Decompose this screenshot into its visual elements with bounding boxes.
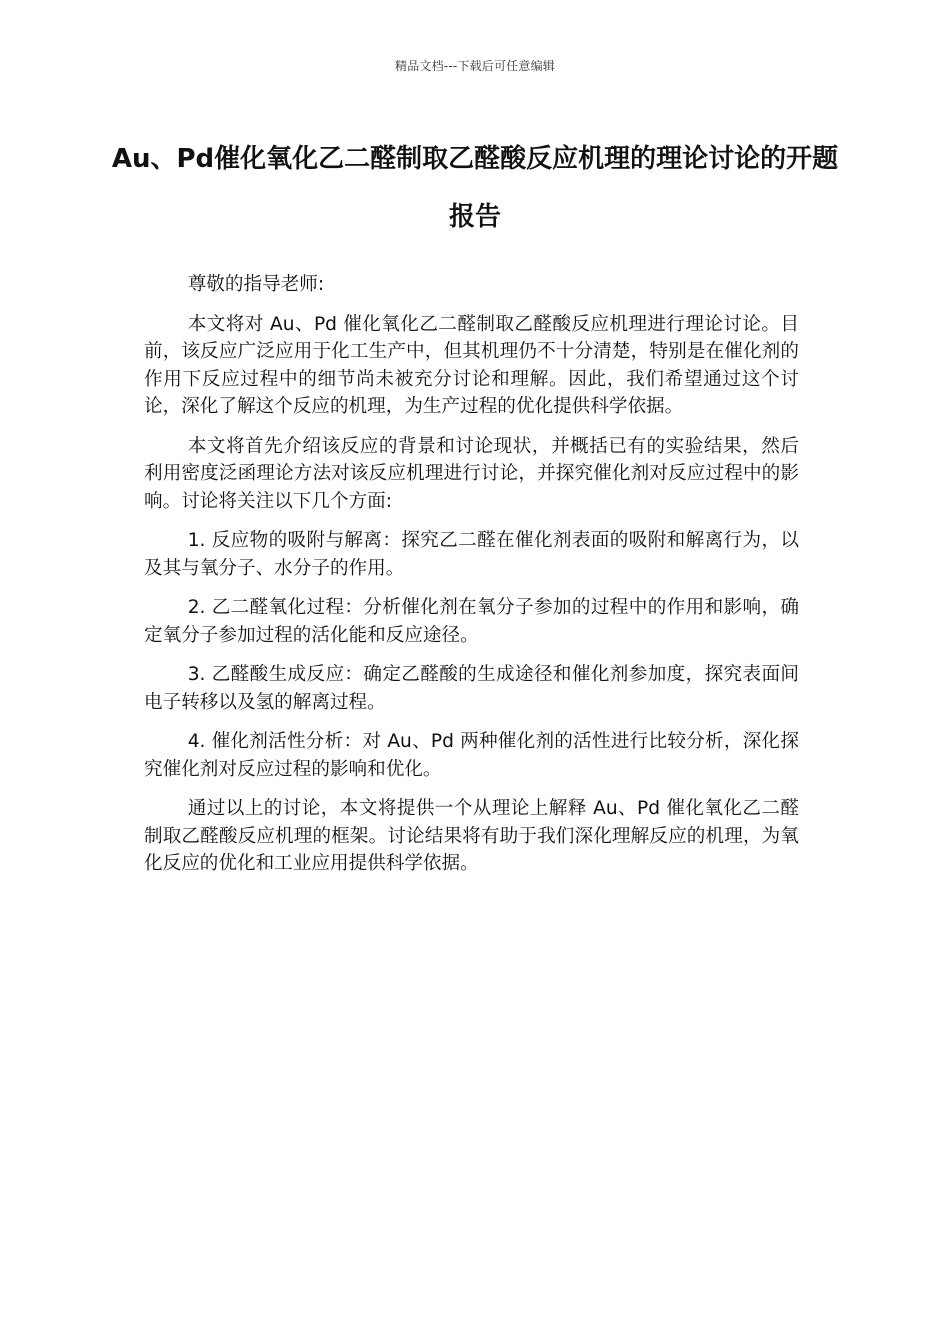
paragraph-plan: 本文将首先介绍该反应的背景和讨论现状，并概括已有的实验结果，然后利用密度泛函理论方法对该反应机理进行讨论，并探究催化剂对反应过程中的影响。讨论将关注以下几个方面: <box>144 435 799 512</box>
paragraph-intro: 本文将对 Au、Pd 催化氧化乙二醛制取乙醛酸反应机理进行理论讨论。目前，该反应广泛应用于化工生产中，但其机理仍不十分清楚，特别是在催化剂的作用下反应过程中的细节尚未被充分讨论和理解。因此，我们希望通过这个讨论，深化了解这个反应的机理，为生产过程的优化提供科学依据。 <box>144 313 799 417</box>
header-note: 精品文档---下载后可任意编辑 <box>395 59 555 73</box>
document-title: Au、Pd催化氧化乙二醛制取乙醛酸反应机理的理论讨论的开题报告 <box>111 144 839 232</box>
list-item-catalyst-activity: 4. 催化剂活性分析：对 Au、Pd 两种催化剂的活性进行比较分析，深化探究催化剂对反应过程的影响和优化。 <box>144 731 799 780</box>
salutation: 尊敬的指导老师: <box>187 274 325 295</box>
document-body <box>144 271 799 890</box>
paragraph-conclusion: 通过以上的讨论，本文将提供一个从理论上解释 Au、Pd 催化氧化乙二醛制取乙醛酸反应机理的框架。讨论结果将有助于我们深化理解反应的机理，为氧化反应的优化和工业应用提供科学依据。 <box>144 798 799 874</box>
list-item-glyoxylic-acid: 3. 乙醛酸生成反应：确定乙醛酸的生成途径和催化剂参加度，探究表面间电子转移以及氢的解离过程。 <box>144 664 799 713</box>
list-item-adsorption: 1. 反应物的吸附与解离：探究乙二醛在催化剂表面的吸附和解离行为，以及其与氧分子、水分子的作用。 <box>144 530 799 579</box>
list-item-oxidation: 2. 乙二醛氧化过程：分析催化剂在氧分子参加的过程中的作用和影响，确定氧分子参加过程的活化能和反应途径。 <box>144 597 799 646</box>
